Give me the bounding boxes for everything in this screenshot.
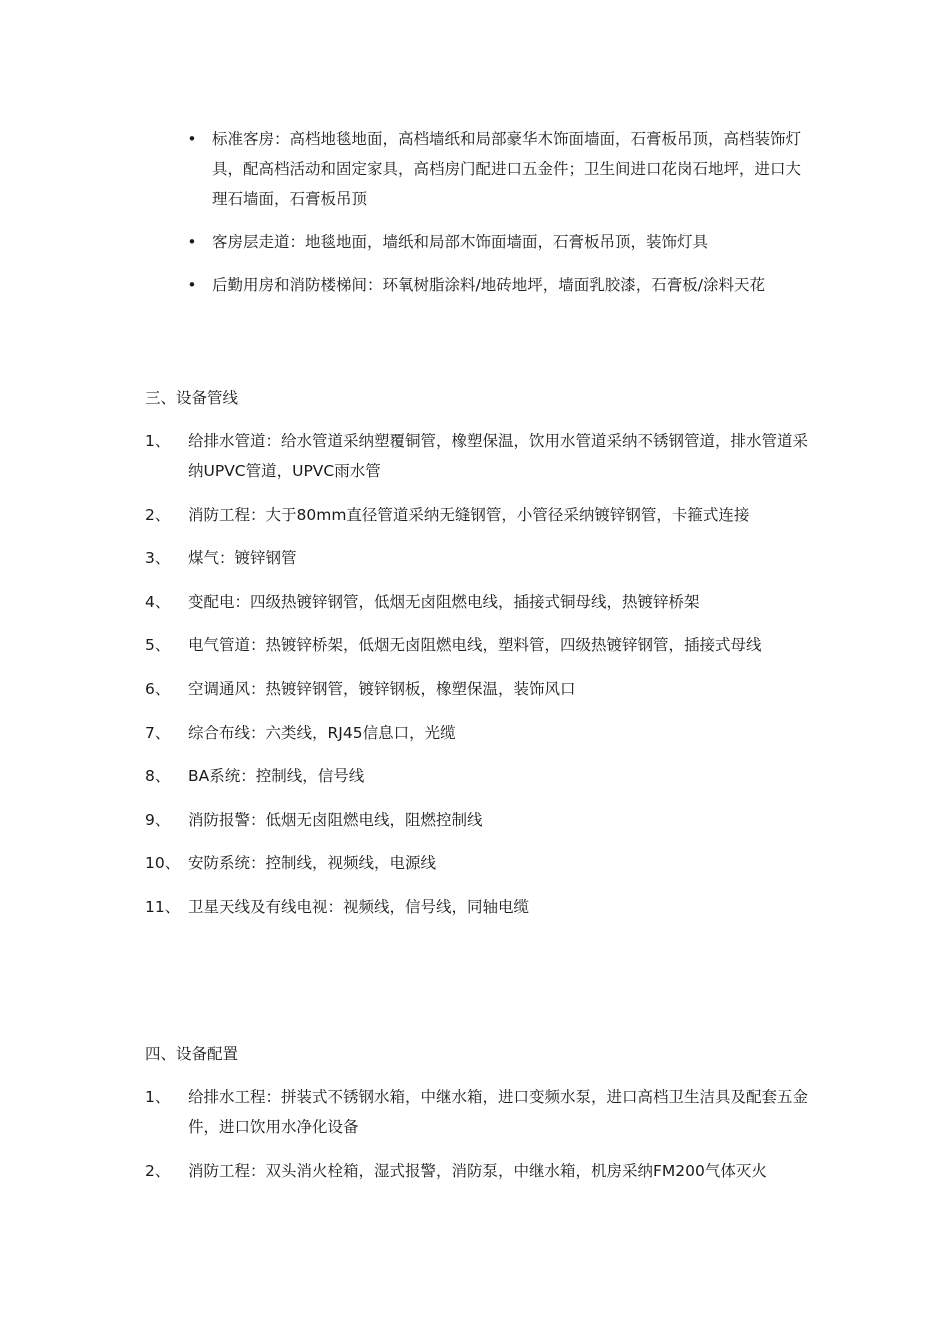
bullet-item-standard-room	[0, 124, 950, 214]
section-title-equipment-piping: 三、设备管线	[145, 389, 239, 407]
item-text: 卫星天线及有线电视：视频线，信号线，同轴电缆	[188, 897, 530, 916]
bullet-dot: •	[187, 233, 197, 251]
bullet-item-back-of-house	[0, 270, 950, 300]
bullet-dot: •	[187, 276, 197, 294]
bullet-dot: •	[187, 130, 197, 148]
bullet-text: 客房层走道：地毯地面，墙纸和局部木饰面墙面，石膏板吊顶，装饰灯具	[212, 233, 709, 251]
list-item	[0, 500, 950, 530]
list-item	[0, 1156, 950, 1186]
item-text: 变配电：四级热镀锌钢管，低烟无卤阻燃电线，插接式铜母线，热镀锌桥架	[188, 592, 700, 611]
item-number: 9、	[145, 810, 171, 829]
item-text: 消防工程：双头消火栓箱，湿式报警，消防泵，中继水箱，机房采纳FM200气体灭火	[188, 1161, 767, 1180]
item-text: 给排水工程：拼装式不锈钢水箱，中继水箱，进口变频水泵，进口高档卫生洁具及配套五金件，进口饮用水净化设备	[188, 1088, 809, 1136]
item-number: 1、	[145, 432, 171, 450]
list-item	[0, 587, 950, 617]
list-item	[0, 543, 950, 573]
list-item	[0, 426, 950, 486]
item-number: 10、	[145, 854, 181, 873]
list-item	[0, 674, 950, 704]
item-number: 6、	[145, 679, 171, 698]
section-title-equipment-configuration: 四、设备配置	[145, 1045, 239, 1063]
bullet-item-corridor	[0, 227, 950, 257]
item-text: 安防系统：控制线，视频线，电源线	[188, 854, 437, 873]
item-text: 电气管道：热镀锌桥架，低烟无卤阻燃电线，塑料管，四级热镀锌钢管，插接式母线	[188, 636, 762, 655]
item-text: BA系统：控制线，信号线	[188, 767, 365, 786]
item-text: 给排水管道：给水管道采纳塑覆铜管，橡塑保温，饮用水管道采纳不锈钢管道，排水管道采纳UPVC管道，UPVC雨水管	[188, 432, 809, 480]
bullet-text: 标准客房：高档地毯地面，高档墙纸和局部豪华木饰面墙面，石膏板吊顶，高档装饰灯具，配高档活动和固定家具，高档房门配进口五金件；卫生间进口花岗石地坪，进口大理石墙面，石膏板吊顶	[212, 130, 802, 208]
list-item	[0, 805, 950, 835]
item-text: 综合布线：六类线，RJ45信息口，光缆	[188, 723, 456, 742]
item-number: 2、	[145, 505, 171, 524]
item-number: 4、	[145, 592, 171, 611]
list-item	[0, 761, 950, 791]
equipment-configuration-list	[0, 1082, 950, 1199]
equipment-piping-list	[0, 426, 950, 936]
item-number: 2、	[145, 1161, 171, 1180]
item-number: 1、	[145, 1088, 171, 1106]
list-item	[0, 848, 950, 878]
item-number: 3、	[145, 549, 171, 568]
item-text: 消防工程：大于80mm直径管道采纳无缝钢管，小管径采纳镀锌钢管，卡箍式连接	[188, 505, 750, 524]
item-text: 煤气：镀锌钢管	[188, 549, 297, 568]
item-number: 5、	[145, 636, 171, 655]
list-item	[0, 630, 950, 660]
item-number: 11、	[145, 897, 181, 916]
list-item	[0, 718, 950, 748]
item-text: 空调通风：热镀锌钢管，镀锌钢板，橡塑保温，装饰风口	[188, 679, 576, 698]
item-text: 消防报警：低烟无卤阻燃电线，阻燃控制线	[188, 810, 483, 829]
item-number: 7、	[145, 723, 171, 742]
item-number: 8、	[145, 767, 171, 786]
list-item	[0, 892, 950, 922]
list-item	[0, 1082, 950, 1142]
room-finish-bullet-list	[0, 124, 950, 313]
bullet-text: 后勤用房和消防楼梯间：环氧树脂涂料/地砖地坪，墙面乳胶漆，石膏板/涂料天花	[212, 276, 765, 294]
